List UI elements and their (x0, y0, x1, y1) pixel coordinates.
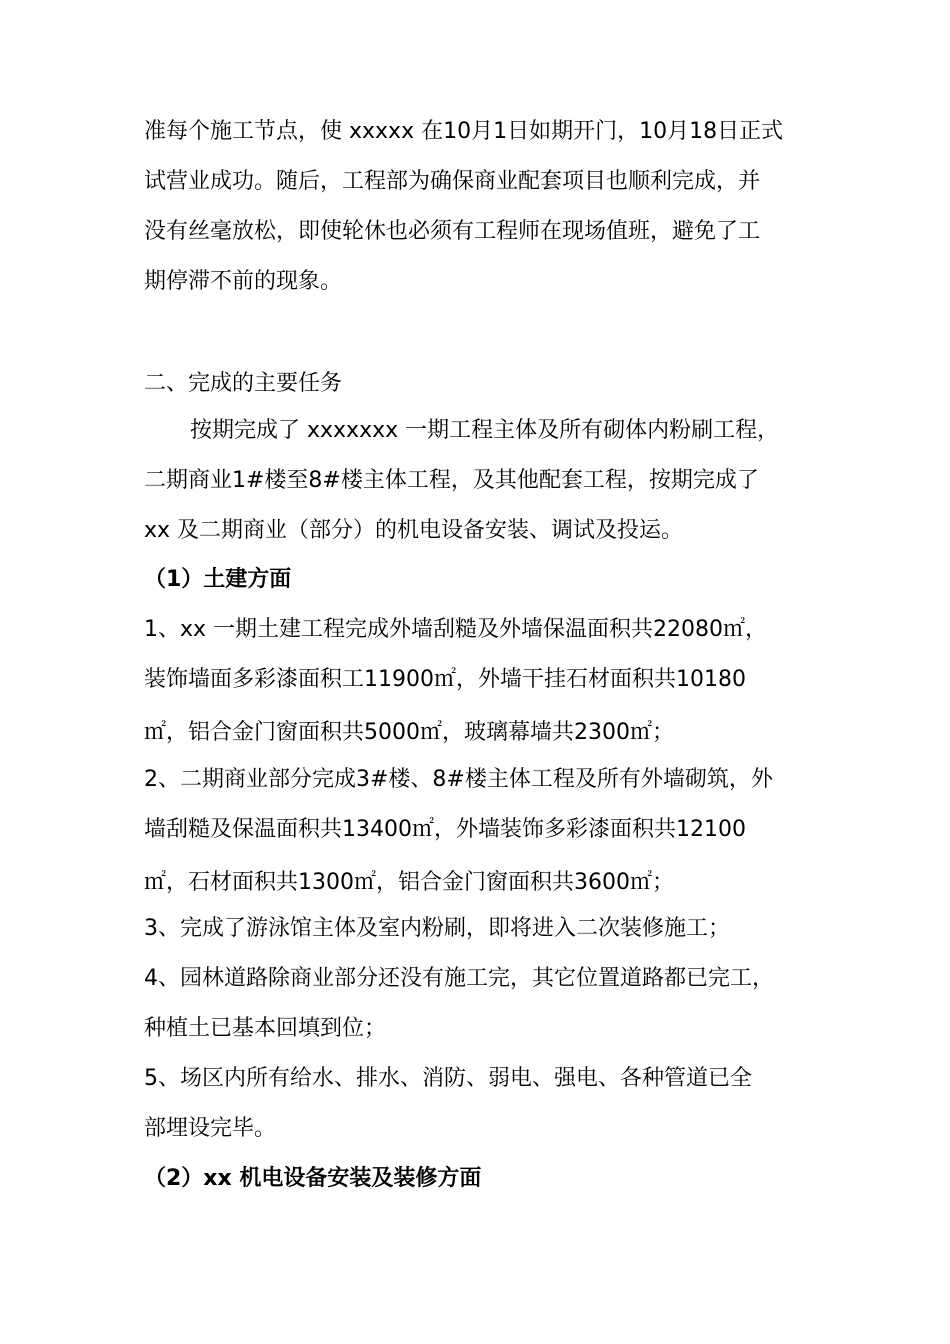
subheading-mep: （2）xx 机电设备安装及装修方面 (144, 1166, 482, 1191)
item-2-line-1: 2、二期商业部分完成3#楼、8#楼主体工程及所有外墙砌筑，外 (144, 767, 773, 792)
section-two-body-line-3: xx 及二期商业（部分）的机电设备安装、调试及投运。 (144, 518, 684, 543)
intro-line-2: 试营业成功。随后，工程部为确保商业配套项目也顺利完成，并 (144, 169, 761, 194)
intro-line-3: 没有丝毫放松，即使轮休也必须有工程师在现场值班，避免了工 (144, 219, 761, 244)
subheading-civil: （1）土建方面 (144, 567, 292, 592)
section-two-heading: 二、完成的主要任务 (144, 371, 343, 396)
section-two-body-line-2: 二期商业1#楼至8#楼主体工程，及其他配套工程，按期完成了 (144, 468, 759, 493)
section-two-body-line-1: 按期完成了 xxxxxxx 一期工程主体及所有砌体内粉刷工程， (190, 418, 780, 443)
item-1-line-3: ㎡，铝合金门窗面积共5000㎡，玻璃幕墙共2300㎡； (144, 720, 674, 745)
item-1-line-2: 装饰墙面多彩漆面积工11900㎡，外墙干挂石材面积共10180 (144, 667, 746, 692)
item-3: 3、完成了游泳馆主体及室内粉刷，即将进入二次装修施工； (144, 916, 730, 941)
item-4-line-1: 4、园林道路除商业部分还没有施工完，其它位置道路都已完工， (144, 966, 774, 991)
item-2-line-3: ㎡，石材面积共1300㎡，铝合金门窗面积共3600㎡； (144, 870, 674, 895)
item-5-line-1: 5、场区内所有给水、排水、消防、弱电、强电、各种管道已全 (144, 1066, 752, 1091)
intro-line-4: 期停滞不前的现象。 (144, 269, 343, 294)
item-4-line-2: 种植土已基本回填到位； (144, 1016, 387, 1041)
item-2-line-2: 墙刮糙及保温面积共13400㎡，外墙装饰多彩漆面积共12100 (144, 817, 746, 842)
intro-line-1: 准每个施工节点，使 xxxxx 在10月1日如期开门，10月18日正式 (144, 119, 784, 144)
item-5-line-2: 部埋设完毕。 (144, 1116, 277, 1141)
item-1-line-1: 1、xx 一期土建工程完成外墙刮糙及外墙保温面积共22080㎡， (144, 617, 768, 642)
